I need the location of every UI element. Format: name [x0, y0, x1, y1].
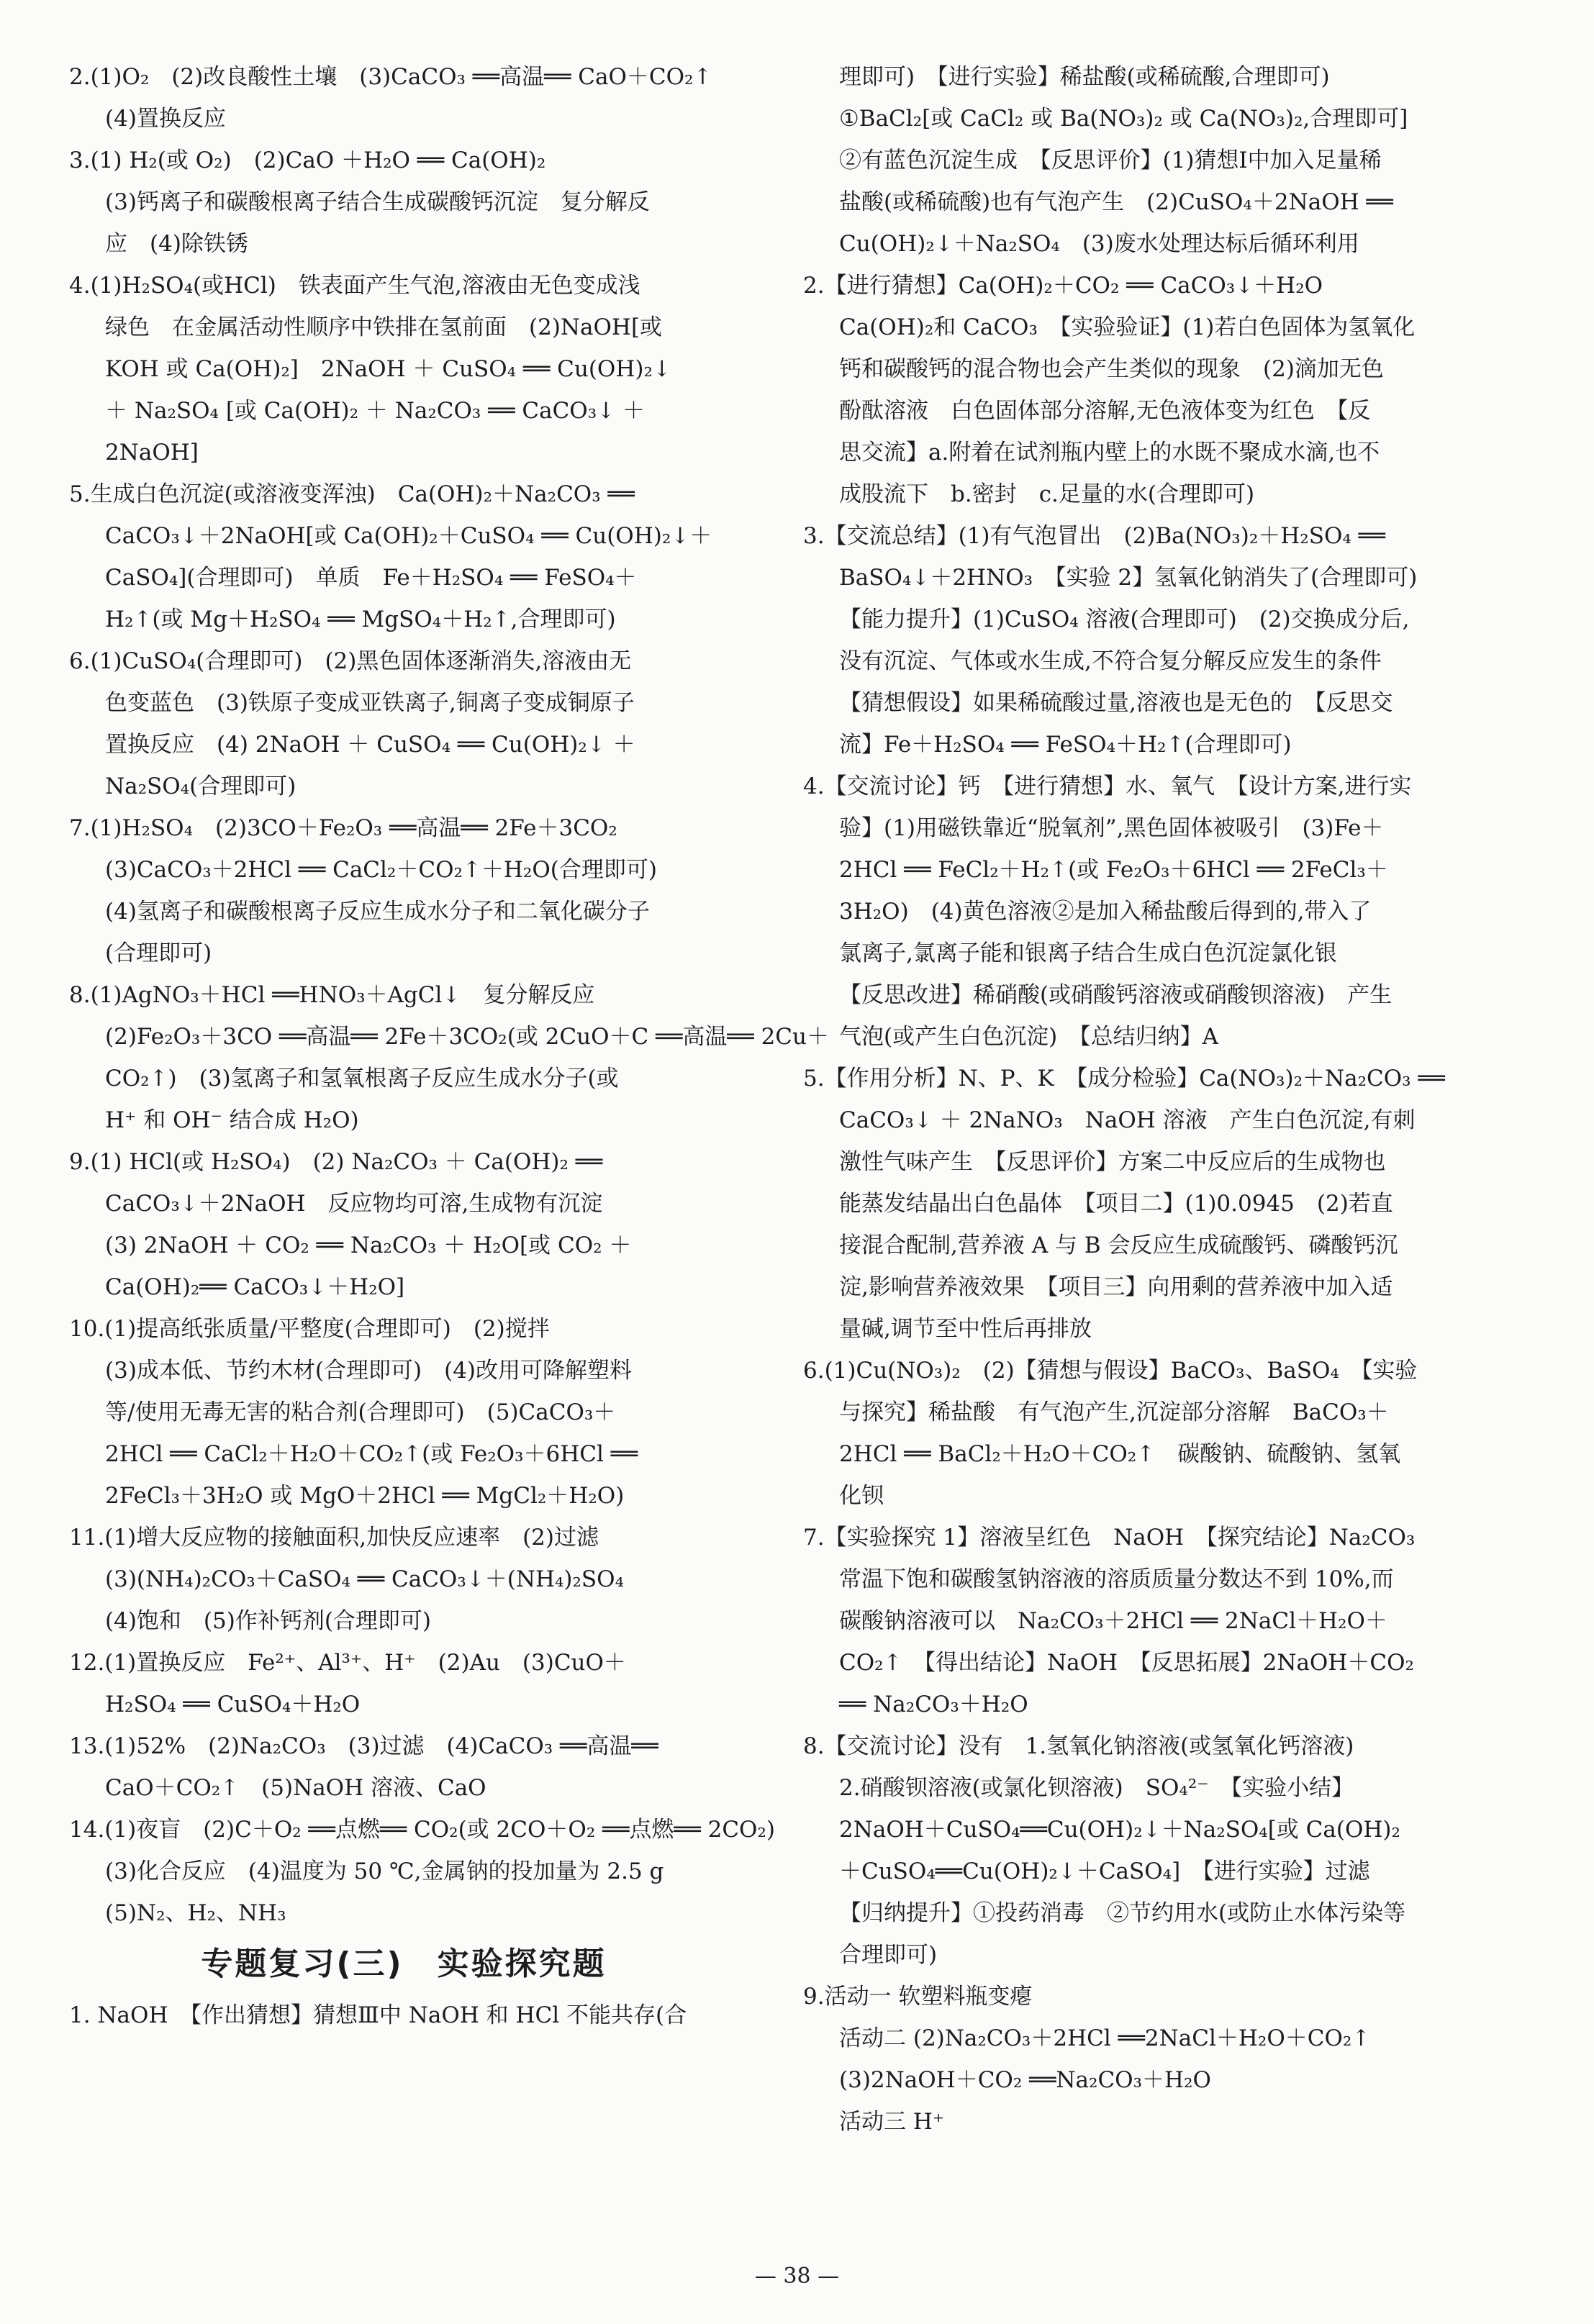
- answer-line: Cu(OH)₂↓＋Na₂SO₄ (3)废水处理达标后循环利用: [839, 231, 1359, 257]
- answer-line: 14.(1)夜盲 (2)C＋O₂ ══点燃══ CO₂(或 2CO＋O₂ ══点燃══ 2CO₂): [69, 1817, 775, 1843]
- answer-line: (合理即可): [105, 940, 212, 966]
- answer-line: 2HCl ══ BaCl₂＋H₂O＋CO₂↑ 碳酸钠、硫酸钠、氢氧: [839, 1441, 1401, 1467]
- section-title: 专题复习(三) 实验探究题: [201, 1946, 607, 1982]
- answer-line: 盐酸(或稀硫酸)也有气泡产生 (2)CuSO₄＋2NaOH ══: [839, 189, 1393, 215]
- answer-line: 没有沉淀、气体或水生成,不符合复分解反应发生的条件: [839, 648, 1382, 674]
- answer-line: 常温下饱和碳酸氢钠溶液的溶质质量分数达不到 10%,而: [839, 1566, 1394, 1592]
- page-number: — 38 —: [754, 2264, 840, 2289]
- answer-line: CaCO₃↓＋2NaOH 反应物均可溶,生成物有沉淀: [105, 1191, 603, 1217]
- answer-line: 10.(1)提高纸张质量/平整度(合理即可) (2)搅拌: [69, 1316, 550, 1342]
- answer-line: 2HCl ══ FeCl₂＋H₂↑(或 Fe₂O₃＋6HCl ══ 2FeCl₃＋: [839, 857, 1388, 883]
- answer-line: 3.【交流总结】(1)有气泡冒出 (2)Ba(NO₃)₂＋H₂SO₄ ══: [803, 523, 1385, 549]
- answer-line: 【归纳提升】①投药消毒 ②节约用水(或防止水体污染等: [839, 1900, 1406, 1926]
- answer-line: 7.【实验探究 1】溶液呈红色 NaOH 【探究结论】Na₂CO₃: [803, 1525, 1416, 1551]
- answer-line: 2.硝酸钡溶液(或氯化钡溶液) SO₄²⁻ 【实验小结】: [839, 1775, 1354, 1801]
- answer-line: 活动三 H⁺: [839, 2109, 945, 2135]
- answer-line: 应 (4)除铁锈: [105, 231, 248, 257]
- answer-line: ══ Na₂CO₃＋H₂O: [839, 1692, 1028, 1717]
- answer-line: 理即可) 【进行实验】稀盐酸(或稀硫酸,合理即可): [839, 64, 1330, 90]
- answer-line: 验】(1)用磁铁靠近“脱氧剂”,黑色固体被吸引 (3)Fe＋: [839, 815, 1384, 841]
- answer-line: 【猜想假设】如果稀硫酸过量,溶液也是无色的 【反思交: [839, 690, 1393, 716]
- answer-line: CO₂↑ 【得出结论】NaOH 【反思拓展】2NaOH＋CO₂: [839, 1650, 1414, 1676]
- answer-line: 思交流】a.附着在试剂瓶内壁上的水既不聚成水滴,也不: [839, 440, 1380, 466]
- answer-line: 3H₂O) (4)黄色溶液②是加入稀盐酸后得到的,带入了: [839, 899, 1372, 925]
- answer-line: KOH 或 Ca(OH)₂] 2NaOH ＋ CuSO₄ ══ Cu(OH)₂↓: [105, 356, 671, 382]
- answer-line: CaO＋CO₂↑ (5)NaOH 溶液、CaO: [105, 1775, 486, 1801]
- answer-line: 酚酞溶液 白色固体部分溶解,无色液体变为红色 【反: [839, 398, 1371, 424]
- answer-line: 【反思改进】稀硝酸(或硝酸钙溶液或硝酸钡溶液) 产生: [839, 982, 1393, 1008]
- answer-line: 淀,影响营养液效果 【项目三】向用剩的营养液中加入适: [839, 1274, 1393, 1300]
- answer-line: 4.【交流讨论】钙 【进行猜想】水、氧气 【设计方案,进行实: [803, 773, 1412, 799]
- answer-line: 碳酸钠溶液可以 Na₂CO₃＋2HCl ══ 2NaCl＋H₂O＋: [839, 1608, 1387, 1634]
- answer-line: 11.(1)增大反应物的接触面积,加快反应速率 (2)过滤: [69, 1525, 599, 1551]
- answer-line: 与探究】稀盐酸 有气泡产生,沉淀部分溶解 BaCO₃＋: [839, 1399, 1389, 1425]
- answer-line: 活动二 (2)Na₂CO₃＋2HCl ══2NaCl＋H₂O＋CO₂↑: [839, 2025, 1371, 2051]
- answer-line: 钙和碳酸钙的混合物也会产生类似的现象 (2)滴加无色: [839, 356, 1384, 382]
- answer-line: (3)2NaOH＋CO₂ ══Na₂CO₃＋H₂O: [839, 2067, 1211, 2093]
- answer-line: 4.(1)H₂SO₄(或HCl) 铁表面产生气泡,溶液由无色变成浅: [69, 273, 640, 299]
- answer-line: (3)化合反应 (4)温度为 50 ℃,金属钠的投加量为 2.5 g: [105, 1858, 664, 1884]
- answer-line: (3)钙离子和碳酸根离子结合生成碳酸钙沉淀 复分解反: [105, 189, 650, 215]
- left-answers: [69, 56, 829, 1934]
- answer-line: 7.(1)H₂SO₄ (2)3CO＋Fe₂O₃ ══高温══ 2Fe＋3CO₂: [69, 815, 617, 841]
- right-column: [803, 56, 1472, 2143]
- answer-line: (4)饱和 (5)作补钙剂(合理即可): [105, 1608, 432, 1634]
- answer-line: ①BaCl₂[或 CaCl₂ 或 Ba(NO₃)₂ 或 Ca(NO₃)₂,合理即可]: [839, 106, 1408, 132]
- answer-line: 成股流下 b.密封 c.足量的水(合理即可): [839, 481, 1255, 507]
- answer-line: (2)Fe₂O₃＋3CO ══高温══ 2Fe＋3CO₂(或 2CuO＋C ══高温══ 2Cu＋: [105, 1024, 829, 1050]
- left-answers-continued: [69, 1994, 738, 2036]
- answer-line: (3)成本低、节约木材(合理即可) (4)改用可降解塑料: [105, 1358, 633, 1384]
- answer-line: 2NaOH]: [105, 440, 199, 466]
- answer-line: 接混合配制,营养液 A 与 B 会反应生成硫酸钙、磷酸钙沉: [839, 1233, 1398, 1258]
- answer-line: 1. NaOH 【作出猜想】猜想Ⅲ中 NaOH 和 HCl 不能共存(合: [69, 2002, 687, 2028]
- answer-line: 5.生成白色沉淀(或溶液变浑浊) Ca(OH)₂＋Na₂CO₃ ══: [69, 481, 635, 507]
- answer-line: (4)氢离子和碳酸根离子反应生成水分子和二氧化碳分子: [105, 899, 650, 925]
- answer-line: 2.(1)O₂ (2)改良酸性土壤 (3)CaCO₃ ══高温══ CaO＋CO₂↑: [69, 64, 712, 90]
- answer-line: 12.(1)置换反应 Fe²⁺、Al³⁺、H⁺ (2)Au (3)CuO＋: [69, 1650, 626, 1676]
- answer-line: Na₂SO₄(合理即可): [105, 773, 296, 799]
- answer-line: 5.【作用分析】N、P、K 【成分检验】Ca(NO₃)₂＋Na₂CO₃ ══: [803, 1066, 1445, 1091]
- answer-line: 化钡: [839, 1483, 884, 1509]
- answer-line: ＋CuSO₄══Cu(OH)₂↓＋CaSO₄] 【进行实验】过滤: [839, 1858, 1370, 1884]
- answer-line: Ca(OH)₂和 CaCO₃ 【实验验证】(1)若白色固体为氢氧化: [839, 314, 1416, 340]
- answer-line: 13.(1)52% (2)Na₂CO₃ (3)过滤 (4)CaCO₃ ══高温══: [69, 1733, 658, 1759]
- answer-line: 3.(1) H₂(或 O₂) (2)CaO ＋H₂O ══ Ca(OH)₂: [69, 147, 546, 173]
- answer-line: 气泡(或产生白色沉淀) 【总结归纳】A: [839, 1024, 1219, 1050]
- answer-line: CaCO₃↓＋2NaOH[或 Ca(OH)₂＋CuSO₄ ══ Cu(OH)₂↓＋: [105, 523, 712, 549]
- answer-line: 9.(1) HCl(或 H₂SO₄) (2) Na₂CO₃ ＋ Ca(OH)₂ ══: [69, 1149, 603, 1175]
- answer-line: 2.【进行猜想】Ca(OH)₂＋CO₂ ══ CaCO₃↓＋H₂O: [803, 273, 1323, 299]
- answer-line: 流】Fe＋H₂SO₄ ══ FeSO₄＋H₂↑(合理即可): [839, 732, 1292, 758]
- answer-line: 等/使用无毒无害的粘合剂(合理即可) (5)CaCO₃＋: [105, 1399, 616, 1425]
- answer-line: (3) 2NaOH ＋ CO₂ ══ Na₂CO₃ ＋ H₂O[或 CO₂ ＋: [105, 1233, 632, 1258]
- answer-line: 9.活动一 软塑料瓶变瘪: [803, 1984, 1033, 2010]
- answer-line: 置换反应 (4) 2NaOH ＋ CuSO₄ ══ Cu(OH)₂↓ ＋: [105, 732, 635, 758]
- answer-line: 量碱,调节至中性后再排放: [839, 1316, 1092, 1342]
- answer-line: 【能力提升】(1)CuSO₄ 溶液(合理即可) (2)交换成分后,: [839, 607, 1410, 632]
- answer-line: 6.(1)CuSO₄(合理即可) (2)黑色固体逐渐消失,溶液由无: [69, 648, 632, 674]
- answer-line: CaCO₃↓ ＋ 2NaNO₃ NaOH 溶液 产生白色沉淀,有刺: [839, 1107, 1416, 1133]
- answer-line: H₂SO₄ ══ CuSO₄＋H₂O: [105, 1692, 361, 1717]
- answer-line: 8.【交流讨论】没有 1.氢氧化钠溶液(或氢氧化钙溶液): [803, 1733, 1354, 1759]
- answer-line: 绿色 在金属活动性顺序中铁排在氢前面 (2)NaOH[或: [105, 314, 663, 340]
- answer-line: 2NaOH＋CuSO₄══Cu(OH)₂↓＋Na₂SO₄[或 Ca(OH)₂: [839, 1817, 1400, 1843]
- answer-line: 8.(1)AgNO₃＋HCl ══HNO₃＋AgCl↓ 复分解反应: [69, 982, 595, 1008]
- answer-line: 合理即可): [839, 1942, 938, 1968]
- answer-line: CaSO₄](合理即可) 单质 Fe＋H₂SO₄ ══ FeSO₄＋: [105, 565, 637, 591]
- answer-line: (4)置换反应: [105, 106, 226, 132]
- answer-line: 氯离子,氯离子能和银离子结合生成白色沉淀氯化银: [839, 940, 1337, 966]
- answer-line: 色变蓝色 (3)铁原子变成亚铁离子,铜离子变成铜原子: [105, 690, 635, 716]
- answer-line: 激性气味产生 【反思评价】方案二中反应后的生成物也: [839, 1149, 1386, 1175]
- answer-line: 能蒸发结晶出白色晶体 【项目二】(1)0.0945 (2)若直: [839, 1191, 1393, 1217]
- answer-line: 2HCl ══ CaCl₂＋H₂O＋CO₂↑(或 Fe₂O₃＋6HCl ══: [105, 1441, 638, 1467]
- answer-line: 6.(1)Cu(NO₃)₂ (2)【猜想与假设】BaCO₃、BaSO₄ 【实验: [803, 1358, 1418, 1384]
- answer-line: (5)N₂、H₂、NH₃: [105, 1900, 286, 1926]
- answer-line: (3)(NH₄)₂CO₃＋CaSO₄ ══ CaCO₃↓＋(NH₄)₂SO₄: [105, 1566, 625, 1592]
- answer-line: ②有蓝色沉淀生成 【反思评价】(1)猜想Ⅰ中加入足量稀: [839, 147, 1382, 173]
- answer-line: 2FeCl₃＋3H₂O 或 MgO＋2HCl ══ MgCl₂＋H₂O): [105, 1483, 625, 1509]
- answer-line: CO₂↑) (3)氢离子和氢氧根离子反应生成水分子(或: [105, 1066, 619, 1091]
- answer-line: ＋ Na₂SO₄ [或 Ca(OH)₂ ＋ Na₂CO₃ ══ CaCO₃↓ ＋: [105, 398, 645, 424]
- answer-line: (3)CaCO₃＋2HCl ══ CaCl₂＋CO₂↑＋H₂O(合理即可): [105, 857, 657, 883]
- answer-line: H⁺ 和 OH⁻ 结合成 H₂O): [105, 1107, 359, 1133]
- answer-line: BaSO₄↓＋2HNO₃ 【实验 2】氢氧化钠消失了(合理即可): [839, 565, 1418, 591]
- left-column: [69, 56, 829, 2036]
- answer-line: Ca(OH)₂══ CaCO₃↓＋H₂O]: [105, 1274, 405, 1300]
- answer-line: H₂↑(或 Mg＋H₂SO₄ ══ MgSO₄＋H₂↑,合理即可): [105, 607, 616, 632]
